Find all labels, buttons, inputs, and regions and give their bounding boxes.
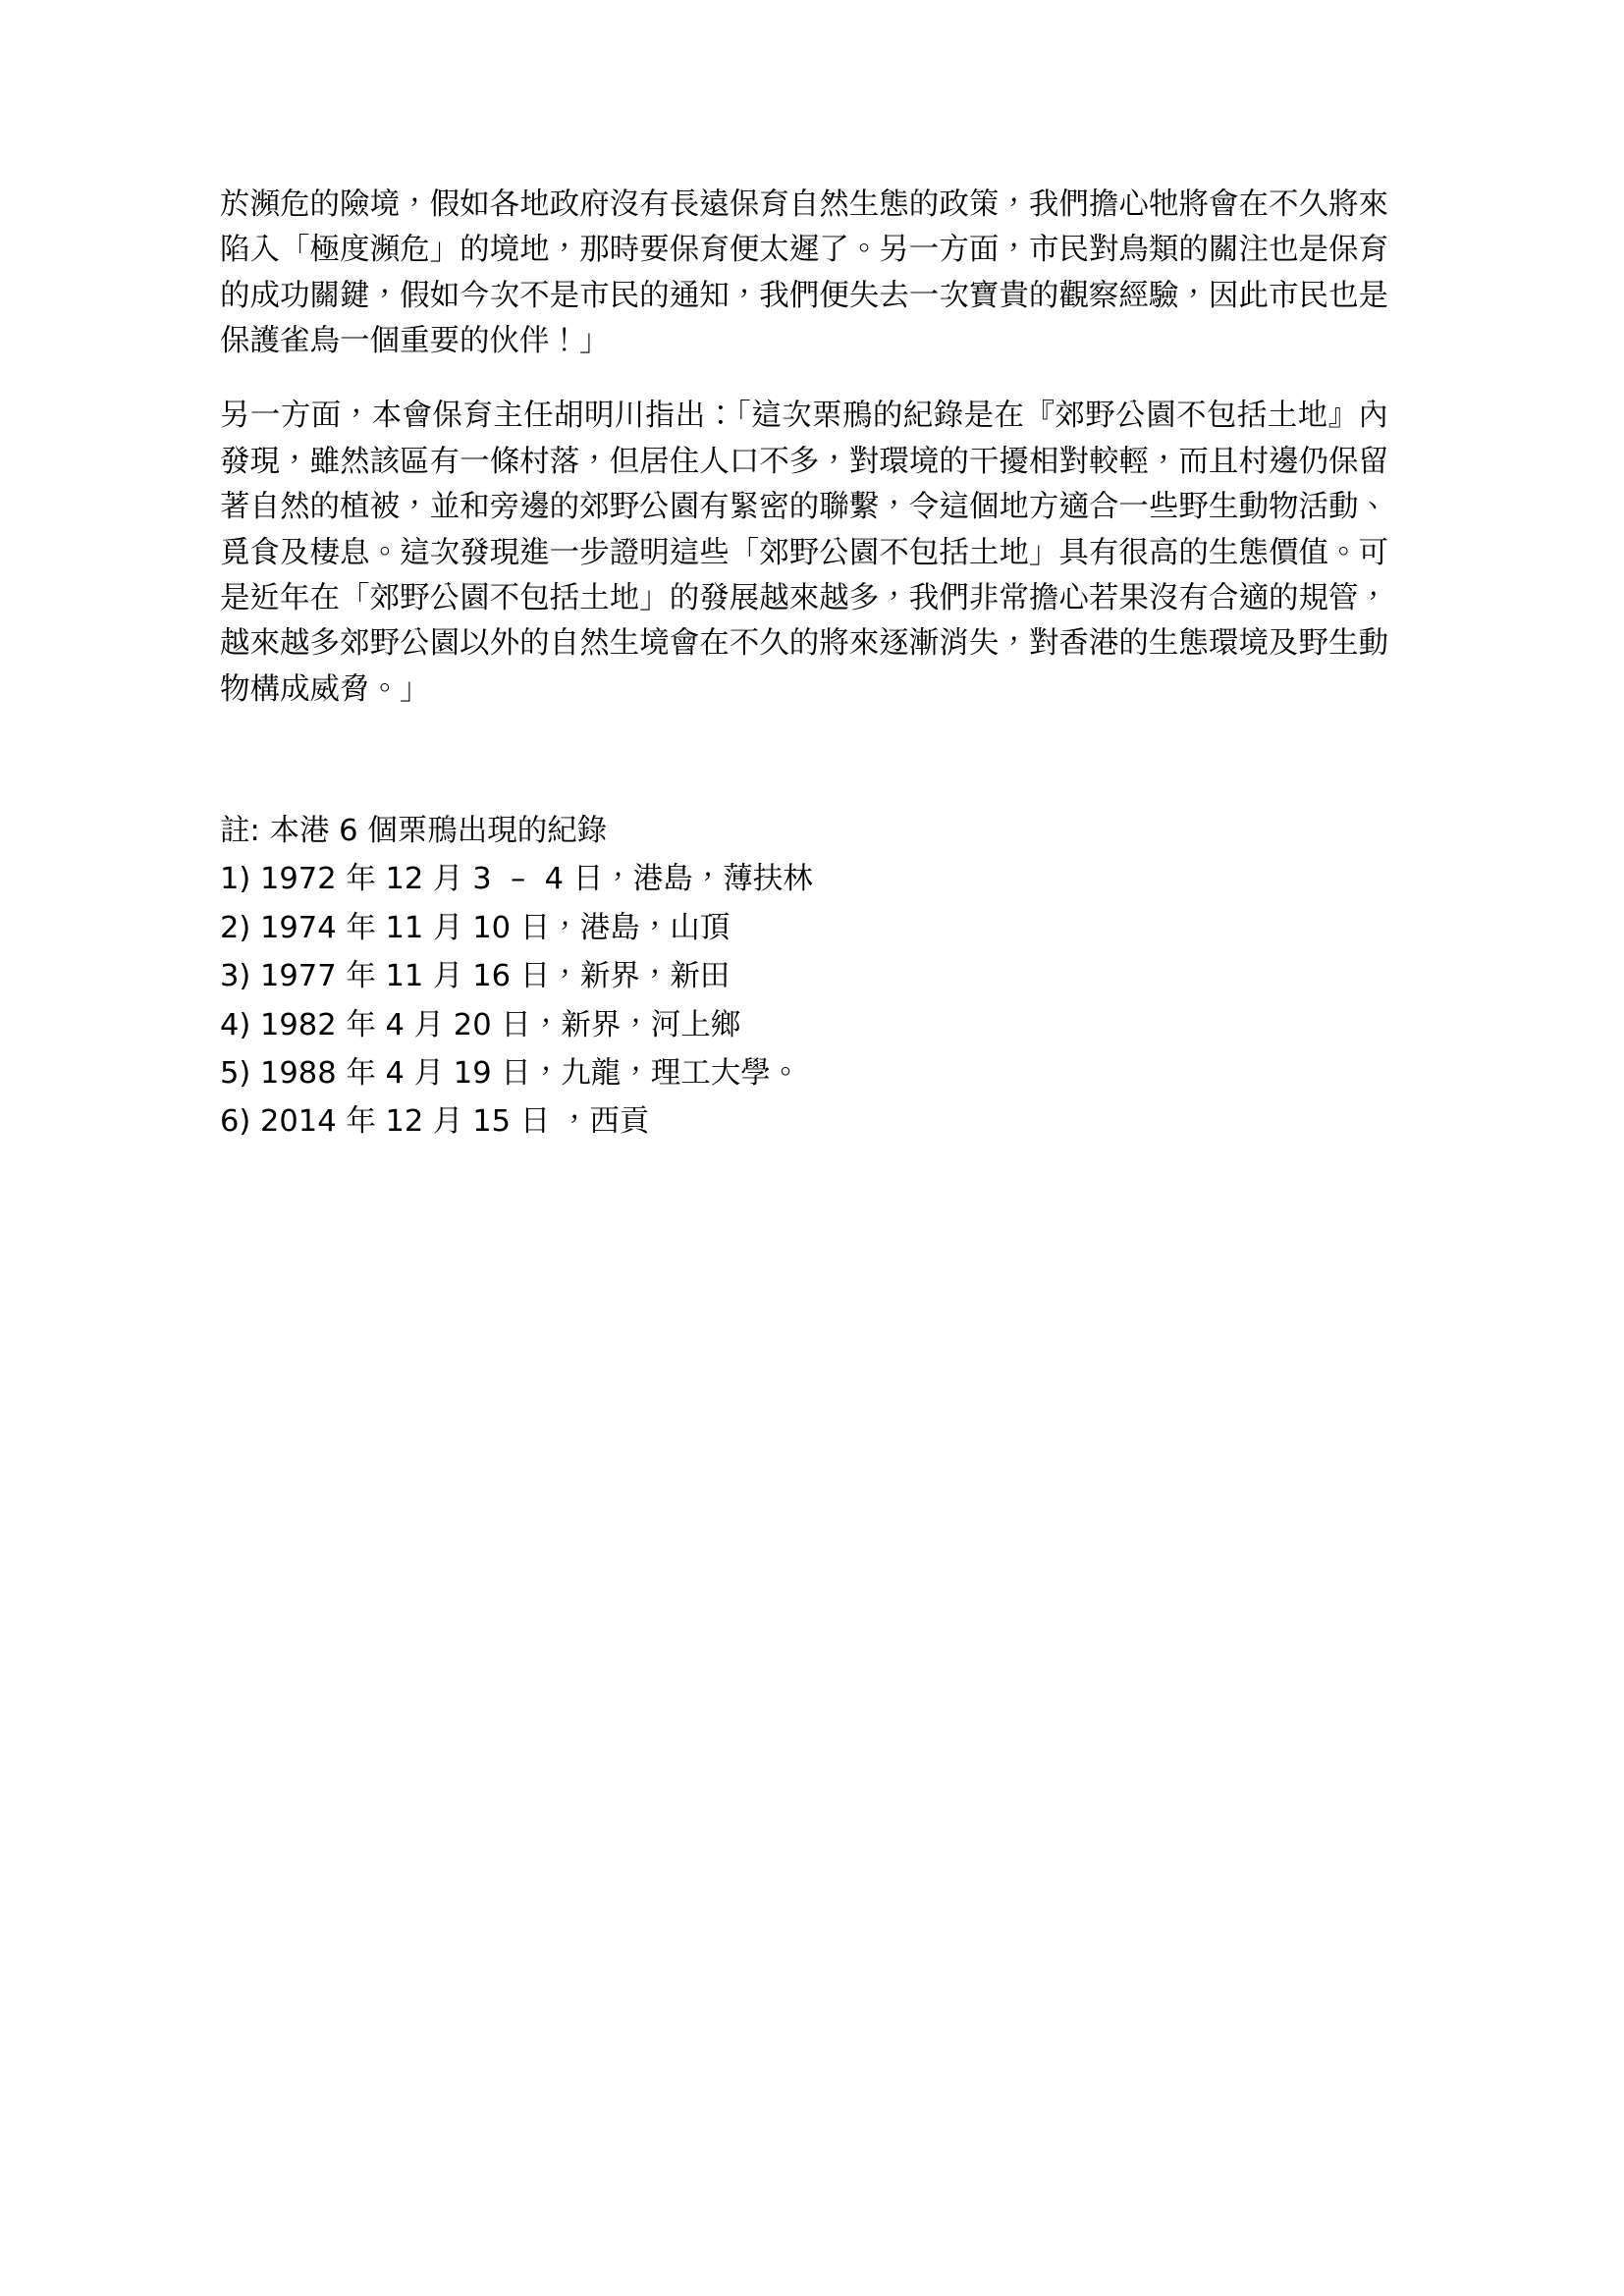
note-item-5: 5) 1988 年 4 月 19 日，九龍，理工大學。 <box>220 1055 801 1091</box>
paragraph-2: 另一方面，本會保育主任胡明川指出：「這次栗鳽的紀錄是在『郊野公園不包括土地』內發現，雖然該區有一條村落，但居住人口不多，對環境的干擾相對較輕，而且村邊仍保留著自然的植被，並和旁邊的郊野公園有緊密的聯繫，令這個地方適合一些野生動物活動、覓食及棲息。這次發現進一步證明這些「郊野公園不包括土地」具有很高的生態價值。可是近年在「郊野公園不包括土地」的發展越來越多，我們非常擔心若果沒有合適的規管，越來越多郊野公園以外的自然生境會在不久的將來逐漸消失，對香港的生態環境及野生動物構成威脅。」 <box>220 399 1388 707</box>
document-body <box>220 183 1388 1147</box>
note-item-6: 6) 2014 年 12 月 15 日 ，西貢 <box>220 1104 650 1140</box>
note-item-1: 1) 1972 年 12 月 3 – 4 日，港島，薄扶林 <box>220 862 813 897</box>
note-heading: 註: 本港 6 個栗鳽出現的紀錄 <box>220 813 608 848</box>
section-spacer <box>220 713 1388 807</box>
paragraph-1: 於瀕危的險境，假如各地政府沒有長遠保育自然生態的政策，我們擔心牠將會在不久將來陷入「極度瀕危」的境地，那時要保育便太遲了。另一方面，市民對鳥類的關注也是保育的成功關鍵，假如今次不是市民的通知，我們便失去一次寶貴的觀察經驗，因此市民也是保護雀鳥一個重要的伙伴！」 <box>220 187 1388 359</box>
note-item-4: 4) 1982 年 4 月 20 日，新界，河上鄉 <box>220 1007 741 1042</box>
note-item-3: 3) 1977 年 11 月 16 日，新界，新田 <box>220 959 731 994</box>
records-note <box>220 807 1388 1147</box>
note-item-2: 2) 1974 年 11 月 10 日，港島，山頂 <box>220 910 731 945</box>
